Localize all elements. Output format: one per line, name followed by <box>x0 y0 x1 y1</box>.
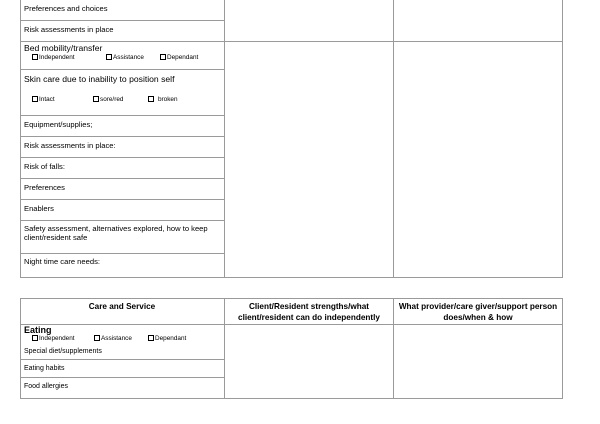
row-divider <box>20 136 224 137</box>
option-dependant[interactable]: Dependant <box>148 335 186 343</box>
option-dependant[interactable]: Dependant <box>160 54 198 62</box>
option-independent[interactable]: Independent <box>32 54 75 62</box>
column-divider <box>393 298 394 399</box>
table-border-top <box>20 298 563 299</box>
row-label-special-diet: Special diet/supplements <box>24 348 102 355</box>
checkbox-icon[interactable] <box>148 96 154 102</box>
row-divider <box>20 20 224 21</box>
row-label-eating-habits: Eating habits <box>24 365 65 372</box>
row-label-food-allergies: Food allergies <box>24 383 68 390</box>
row-label-preferences: Preferences <box>24 183 65 192</box>
row-label-equipment-supplies: Equipment/supplies; <box>24 120 93 129</box>
row-divider <box>20 157 224 158</box>
checkbox-icon[interactable] <box>94 335 100 341</box>
header-provider-does: What provider/care giver/support person does/when & how <box>398 302 558 322</box>
option-assistance[interactable]: Assistance <box>106 54 144 62</box>
row-label-safety-assessment: Safety assessment, alternatives explored, how to keep client/resident safe <box>24 224 208 242</box>
row-divider <box>20 115 224 116</box>
row-divider <box>20 41 563 42</box>
checkbox-icon[interactable] <box>32 96 38 102</box>
header-care-and-service: Care and Service <box>88 302 156 311</box>
row-divider <box>20 199 224 200</box>
checkbox-icon[interactable] <box>93 96 99 102</box>
table-border-bottom <box>20 398 563 399</box>
checkbox-icon[interactable] <box>106 54 112 60</box>
option-independent[interactable]: Independent <box>32 335 75 343</box>
section-title-eating: Eating <box>24 325 52 335</box>
row-divider <box>20 359 224 360</box>
option-intact[interactable]: Intact <box>32 96 55 104</box>
row-label-risk-of-falls: Risk of falls: <box>24 162 65 171</box>
option-sore-red[interactable]: sore/red <box>93 96 123 104</box>
care-plan-table-eating <box>20 298 563 399</box>
checkbox-icon[interactable] <box>148 335 154 341</box>
checkbox-icon[interactable] <box>32 54 38 60</box>
row-label-enablers: Enablers <box>24 204 54 213</box>
header-client-strengths: Client/Resident strengths/what client/resident can do independently <box>238 302 380 322</box>
option-broken[interactable]: broken <box>148 96 178 104</box>
header-divider <box>20 324 563 325</box>
checkbox-icon[interactable] <box>32 335 38 341</box>
row-divider <box>20 377 224 378</box>
table-border-left <box>20 298 21 399</box>
row-label-night-time-care: Night time care needs: <box>24 257 100 266</box>
row-label-preferences-and-choices: Preferences and choices <box>24 4 108 13</box>
row-divider <box>20 69 224 70</box>
row-divider <box>20 253 224 254</box>
row-label-skin-care: Skin care due to inability to position self <box>24 74 175 84</box>
table-border-bottom <box>20 277 563 278</box>
table-border-right <box>562 298 563 399</box>
row-divider <box>20 220 224 221</box>
row-label-risk-assessments-place: Risk assessments in place: <box>24 141 116 150</box>
row-label-risk-assessments: Risk assessments in place <box>24 25 114 34</box>
option-assistance[interactable]: Assistance <box>94 335 132 343</box>
row-divider <box>20 178 224 179</box>
checkbox-icon[interactable] <box>160 54 166 60</box>
column-divider <box>224 298 225 399</box>
care-plan-table-top <box>20 0 563 278</box>
row-label-bed-mobility: Bed mobility/transfer <box>24 43 103 53</box>
